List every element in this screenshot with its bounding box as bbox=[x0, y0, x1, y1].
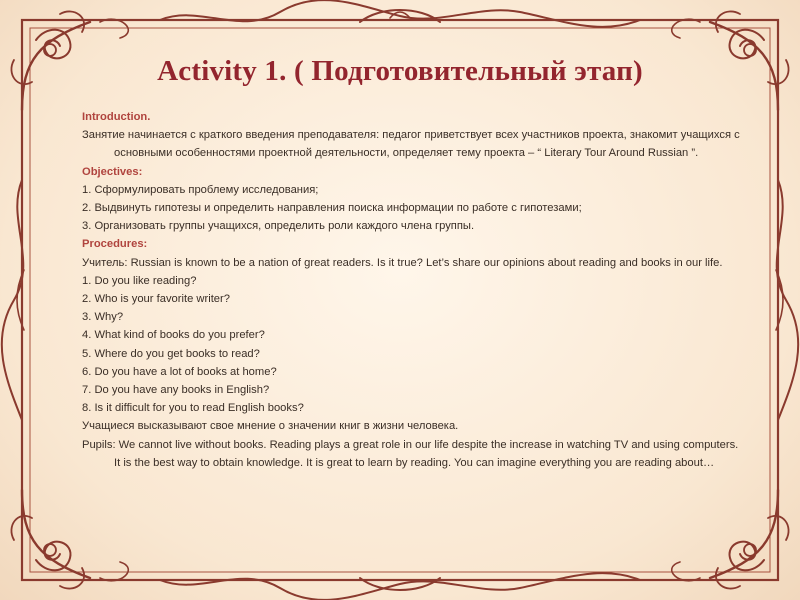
question-item: 3. Why? bbox=[82, 311, 124, 324]
question-item: 7. Do you have any books in English? bbox=[82, 384, 270, 397]
question-item: 5. Where do you get books to read? bbox=[82, 347, 260, 360]
question-item: 4. What kind of books do you prefer? bbox=[82, 329, 265, 342]
introduction-heading: Introduction. bbox=[82, 111, 151, 123]
question-item: 6. Do you have a lot of books at home? bbox=[82, 365, 277, 378]
pupils-answer: Pupils: We cannot live without books. Reading plays a great role in our life despite the increase in watching TV and using computers. It is the best way to obtain knowledge. It is great to learn by reading. You can imagine everything you are reading about… bbox=[82, 438, 739, 469]
slide-title: Activity 1. ( Подготовительный этап) bbox=[157, 55, 643, 87]
introduction-text: Занятие начинается с краткого введения преподавателя: педагог приветствует всех участников проекта, знакомит учащихся с основными особенностями проектной деятельности, определяет тему проекта – “ Literary Tour Around Russian ”. bbox=[82, 129, 740, 160]
question-item: 2. Who is your favorite writer? bbox=[82, 293, 230, 306]
objective-item: 2. Выдвинуть гипотезы и определить направления поиска информации по работе с гипотезами; bbox=[82, 202, 582, 215]
students-note: Учащиеся высказывают свое мнение о значении книг в жизни человека. bbox=[82, 420, 459, 433]
slide-content bbox=[82, 108, 742, 472]
objective-item: 3. Организовать группы учащихся, определить роли каждого члена группы. bbox=[82, 220, 475, 233]
procedures-heading: Procedures: bbox=[82, 238, 148, 251]
question-item: 8. Is it difficult for you to read English books? bbox=[82, 402, 304, 415]
objective-item: 1. Сформулировать проблему исследования; bbox=[82, 183, 319, 196]
question-item: 1. Do you like reading? bbox=[82, 274, 197, 287]
objectives-heading: Objectives: bbox=[82, 165, 143, 178]
teacher-line: Учитель: Russian is known to be a nation of great readers. Is it true? Let’s share our opinions about reading and books in our life. bbox=[82, 256, 723, 269]
